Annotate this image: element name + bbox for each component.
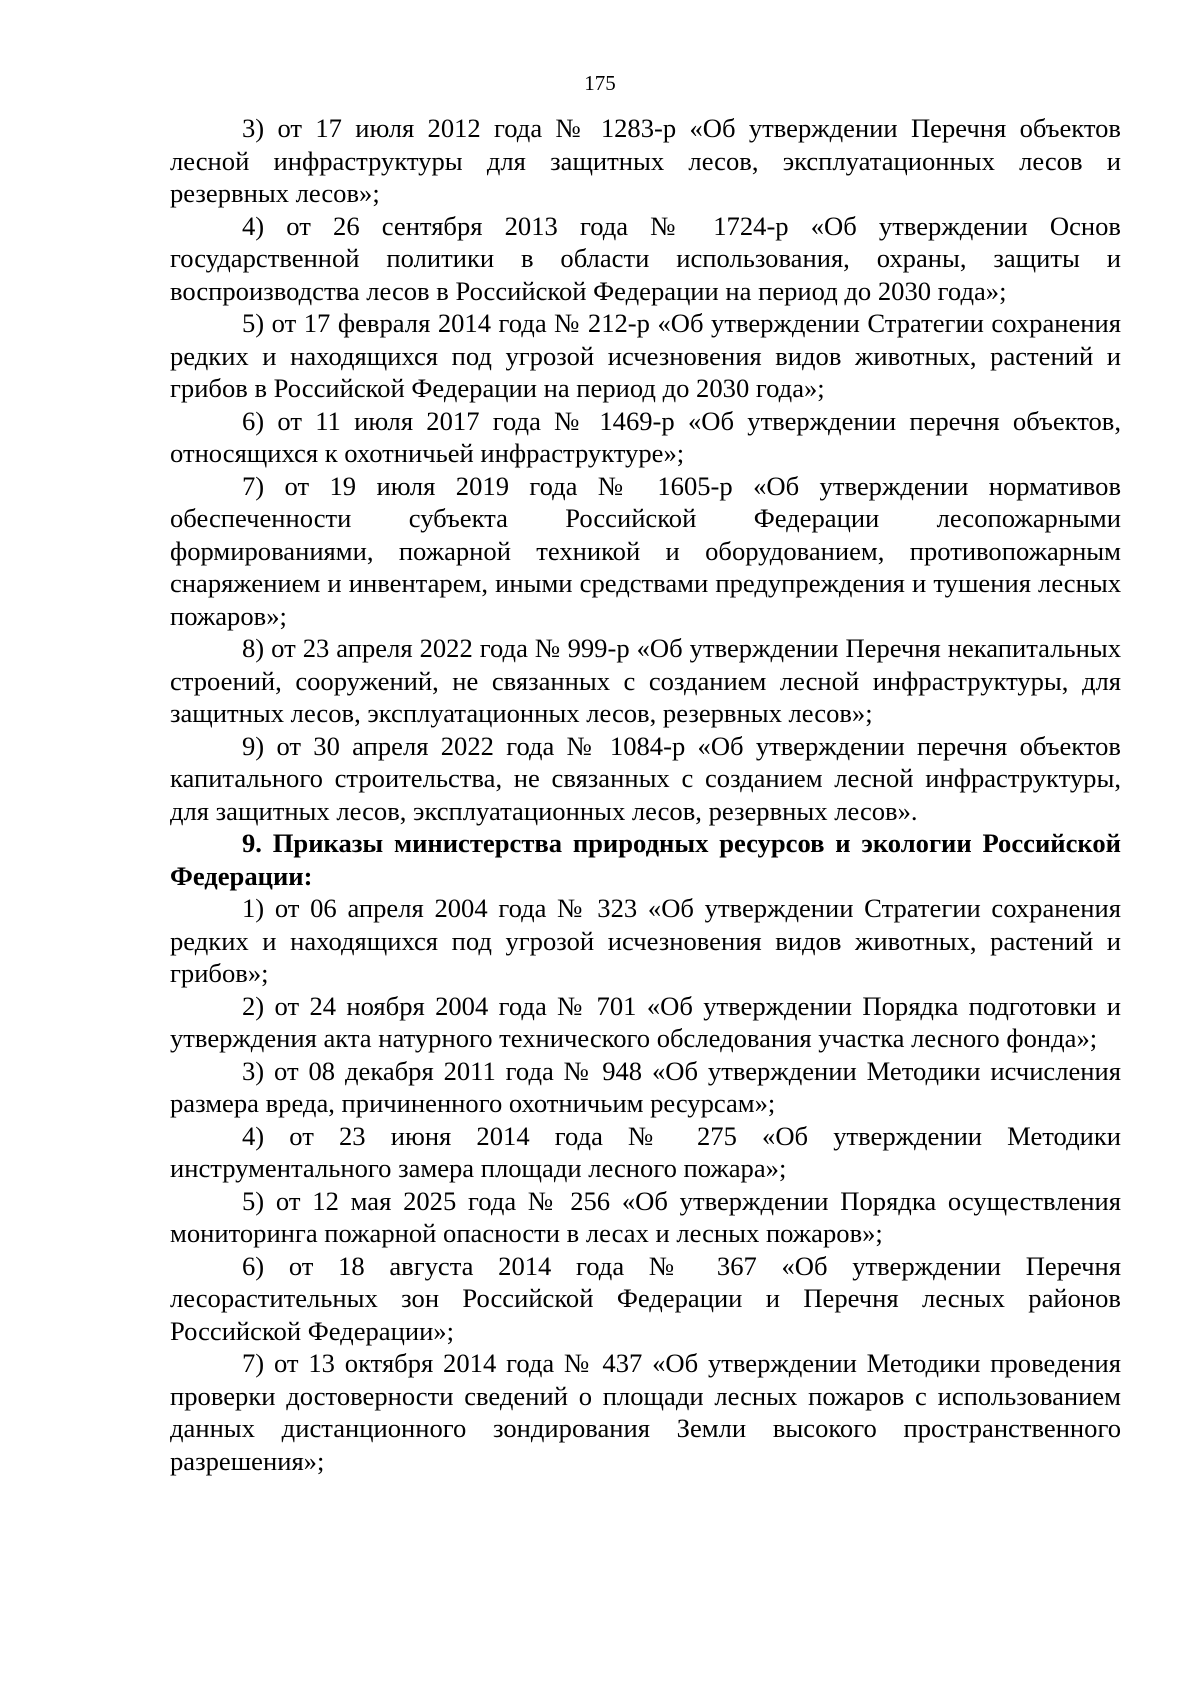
- list-item-7-order-1605r: 7) от 19 июля 2019 года № 1605-р «Об утверждении нормативов обеспеченности субъекта Российской Федерации лесопожарными формированиями, пожарной техникой и оборудованием, противопожарным снаряжением и инвентарем, иными средствами предупреждения и тушения лесных пожаров»;: [170, 470, 1121, 631]
- list-item-7-order-437: 7) от 13 октября 2014 года № 437 «Об утверждении Методики проведения проверки достоверности сведений о площади лесных пожаров с использованием данных дистанционного зондирования Земли высокого пространственного разрешения»;: [170, 1348, 1121, 1476]
- list-item-6-order-1469r: 6) от 11 июля 2017 года № 1469-р «Об утверждении перечня объектов, относящихся к охотничьей инфраструктуре»;: [170, 405, 1121, 468]
- list-item-5-order-256: 5) от 12 мая 2025 года № 256 «Об утверждении Порядка осуществления мониторинга пожарной опасности в лесах и лесных пожаров»;: [170, 1185, 1121, 1248]
- list-item-8-order-999r: 8) от 23 апреля 2022 года № 999-р «Об утверждении Перечня некапитальных строений, сооружений, не связанных с созданием лесной инфраструктуры, для защитных лесов, эксплуатационных лесов, резервных лесов»;: [170, 633, 1121, 728]
- page-number: 175: [584, 71, 616, 95]
- document-body: [170, 112, 1121, 1477]
- list-item-6-order-367: 6) от 18 августа 2014 года № 367 «Об утверждении Перечня лесорастительных зон Российской Федерации и Перечня лесных районов Российской Федерации»;: [170, 1250, 1121, 1346]
- list-item-3-order-948: 3) от 08 декабря 2011 года № 948 «Об утверждении Методики исчисления размера вреда, причиненного охотничьим ресурсам»;: [170, 1055, 1121, 1118]
- list-item-9-order-1084r: 9) от 30 апреля 2022 года № 1084-р «Об утверждении перечня объектов капитального строительства, не связанных с созданием лесной инфраструктуры, для защитных лесов, эксплуатационных лесов, резервных лесов».: [170, 730, 1121, 826]
- list-item-2-order-701: 2) от 24 ноября 2004 года № 701 «Об утверждении Порядка подготовки и утверждения акта натурного технического обследования участка лесного фонда»;: [170, 990, 1121, 1053]
- list-item-3-order-1283r: 3) от 17 июля 2012 года № 1283-р «Об утверждении Перечня объектов лесной инфраструктуры для защитных лесов, эксплуатационных лесов и резервных лесов»;: [170, 113, 1121, 208]
- list-item-1-order-323: 1) от 06 апреля 2004 года № 323 «Об утверждении Стратегии сохранения редких и находящихся под угрозой исчезновения видов животных, растений и грибов»;: [170, 893, 1121, 988]
- list-item-4-order-1724r: 4) от 26 сентября 2013 года № 1724-р «Об утверждении Основ государственной политики в области использования, охраны, защиты и воспроизводства лесов в Российской Федерации на период до 2030 года»;: [170, 210, 1121, 306]
- section-heading: 9. Приказы министерства природных ресурсов и экологии Российской Федерации:: [170, 828, 1121, 891]
- list-item-4-order-275: 4) от 23 июня 2014 года № 275 «Об утверждении Методики инструментального замера площади лесного пожара»;: [170, 1120, 1121, 1183]
- list-item-5-order-212r: 5) от 17 февраля 2014 года № 212-р «Об утверждении Стратегии сохранения редких и находящихся под угрозой исчезновения видов животных, растений и грибов в Российской Федерации на период до 2030 года»;: [170, 308, 1121, 403]
